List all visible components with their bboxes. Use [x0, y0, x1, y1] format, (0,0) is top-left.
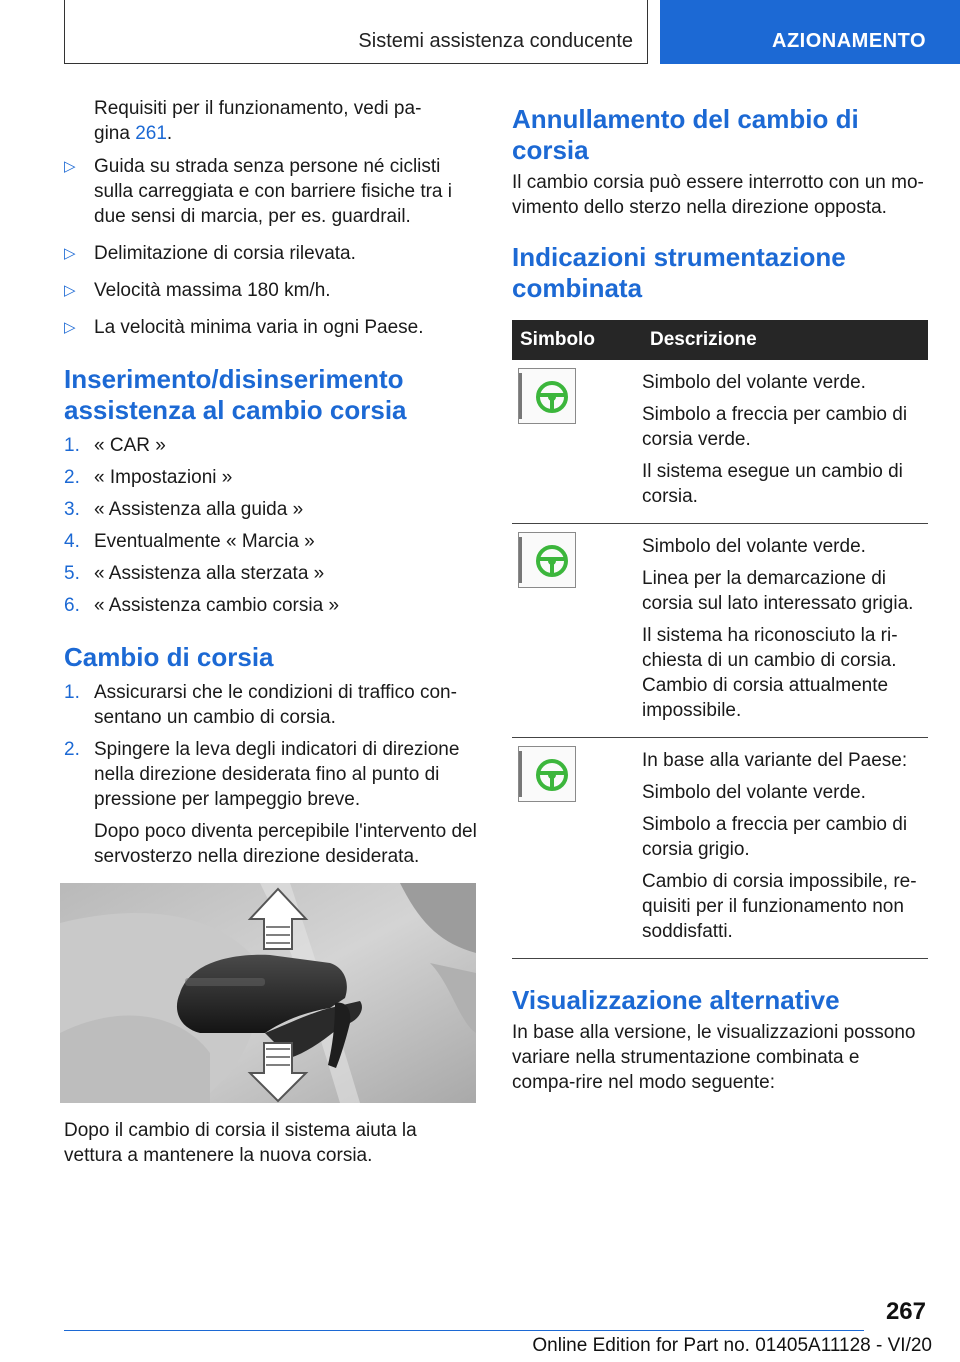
alternative-text: In base alla versione, le visualizzazioni possono variare nella strumentazione combinata e compa-rire nel modo seguente:	[512, 1022, 916, 1093]
description-line: Simbolo del volante verde.	[642, 536, 866, 557]
description-cell	[636, 524, 928, 738]
bullet-text: Velocità massima 180 km/h.	[94, 280, 331, 301]
step-number: 6.	[64, 595, 80, 616]
header-chapter-title: AZIONAMENTO	[772, 30, 927, 52]
triangle-bullet-icon: ▷	[64, 282, 76, 299]
footer-divider	[64, 1330, 864, 1331]
step-text: Spingere la leva degli indicatori di direzione nella direzione desiderata fino al punto di pressione per lampeggio breve.	[94, 739, 460, 810]
list-item	[64, 680, 480, 730]
table-row	[512, 524, 928, 738]
step-number: 4.	[64, 531, 80, 552]
step-text: « CAR »	[94, 435, 166, 456]
toggle-steps	[64, 433, 480, 618]
section-title-lane-change: Cambio di corsia	[64, 642, 274, 672]
indicator-table	[512, 320, 928, 959]
description-line: Simbolo a freccia per cambio di corsia grigio.	[642, 814, 908, 860]
step-text: Eventualmente « Marcia »	[94, 531, 315, 552]
bullet-text: Delimitazione di corsia rilevata.	[94, 243, 356, 264]
description-cell	[636, 738, 928, 959]
description-line: Simbolo a freccia per cambio di corsia verde.	[642, 404, 908, 450]
table-row	[512, 738, 928, 959]
column-header-symbol: Simbolo	[512, 320, 636, 360]
list-item	[64, 315, 480, 340]
description-line: Simbolo del volante verde.	[642, 782, 866, 803]
list-item	[64, 241, 480, 266]
triangle-bullet-icon: ▷	[64, 319, 76, 336]
steering-wheel-green-icon	[518, 368, 576, 424]
section-title-alternative: Visualizzazione alternative	[512, 985, 840, 1015]
step-text: « Impostazioni »	[94, 467, 233, 488]
list-item	[64, 561, 480, 586]
left-column	[64, 96, 480, 1168]
list-item	[64, 593, 480, 618]
section-title-indicators: Indicazioni strumentazione combinata	[512, 242, 846, 303]
after-lane-change-note: Dopo il cambio di corsia il sistema aiuta la vettura a mantenere la nuova corsia.	[64, 1120, 417, 1166]
symbol-cell	[512, 524, 636, 738]
requirements-note-line1: Requisiti per il funzionamento, vedi pa-	[94, 98, 422, 119]
lane-change-steps	[64, 680, 480, 869]
section-title-toggle: Inserimento/disinserimento assistenza al cambio corsia	[64, 364, 407, 425]
list-item	[64, 154, 480, 229]
page-link-261[interactable]: 261	[135, 123, 167, 144]
turn-signal-lever-image	[60, 883, 476, 1103]
description-line: In base alla variante del Paese:	[642, 750, 908, 771]
step-number: 5.	[64, 563, 80, 584]
table-header-row	[512, 320, 928, 360]
list-item	[64, 497, 480, 522]
step-number: 2.	[64, 739, 80, 760]
header-section-title: Sistemi assistenza conducente	[358, 30, 633, 52]
step-text: « Assistenza alla sterzata »	[94, 563, 325, 584]
description-line: Cambio di corsia impossibile, re-quisiti per il funzionamento non soddisfatti.	[642, 871, 917, 942]
edition-note: Online Edition for Part no. 01405A11128 - VI/20	[532, 1335, 932, 1356]
step-text: « Assistenza alla guida »	[94, 499, 304, 520]
list-item	[64, 465, 480, 490]
requirements-note-suffix: .	[166, 123, 173, 144]
table-row	[512, 360, 928, 524]
bullet-text: La velocità minima varia in ogni Paese.	[94, 317, 424, 338]
list-item	[64, 433, 480, 458]
page-number: 267	[885, 1298, 926, 1325]
bullet-text: Guida su strada senza persone né ciclisti sulla carreggiata e con barriere fisiche tra i due sensi di marcia, per es. guardrail.	[94, 156, 453, 227]
triangle-bullet-icon: ▷	[64, 158, 76, 175]
step-number: 2.	[64, 467, 80, 488]
step-text: Assicurarsi che le condizioni di traffico con-sentano un cambio di corsia.	[94, 682, 457, 728]
description-line: Il sistema esegue un cambio di corsia.	[642, 461, 903, 507]
step-subtext: Dopo poco diventa percepibile l'intervento del servosterzo nella direzione desiderata.	[94, 821, 477, 867]
step-number: 3.	[64, 499, 80, 520]
list-item	[64, 278, 480, 303]
right-column	[512, 96, 928, 1095]
requirements-note	[64, 96, 480, 146]
step-number: 1.	[64, 435, 80, 456]
step-text: « Assistenza cambio corsia »	[94, 595, 340, 616]
column-header-description: Descrizione	[636, 320, 928, 360]
requirements-note-prefix: gina	[94, 123, 136, 144]
list-item	[64, 529, 480, 554]
header-section-box	[64, 0, 648, 64]
description-line: Linea per la demarcazione di corsia sul lato interessato grigia.	[642, 568, 914, 614]
steering-wheel-green-icon	[518, 532, 576, 588]
description-cell	[636, 360, 928, 524]
steering-wheel-green-icon	[518, 746, 576, 802]
description-line: Il sistema ha riconosciuto la ri-chiesta di un cambio di corsia. Cambio di corsia attualmente impossibile.	[642, 625, 898, 721]
description-line: Simbolo del volante verde.	[642, 372, 866, 393]
section-title-cancel: Annullamento del cambio di corsia	[512, 104, 859, 165]
step-number: 1.	[64, 682, 80, 703]
list-item	[64, 737, 480, 869]
triangle-bullet-icon: ▷	[64, 245, 76, 262]
header-chapter-tab[interactable]	[660, 0, 960, 64]
cancel-text: Il cambio corsia può essere interrotto con un mo-vimento dello sterzo nella direzione opposta.	[512, 172, 924, 218]
symbol-cell	[512, 360, 636, 524]
symbol-cell	[512, 738, 636, 959]
requirements-list	[64, 154, 480, 340]
